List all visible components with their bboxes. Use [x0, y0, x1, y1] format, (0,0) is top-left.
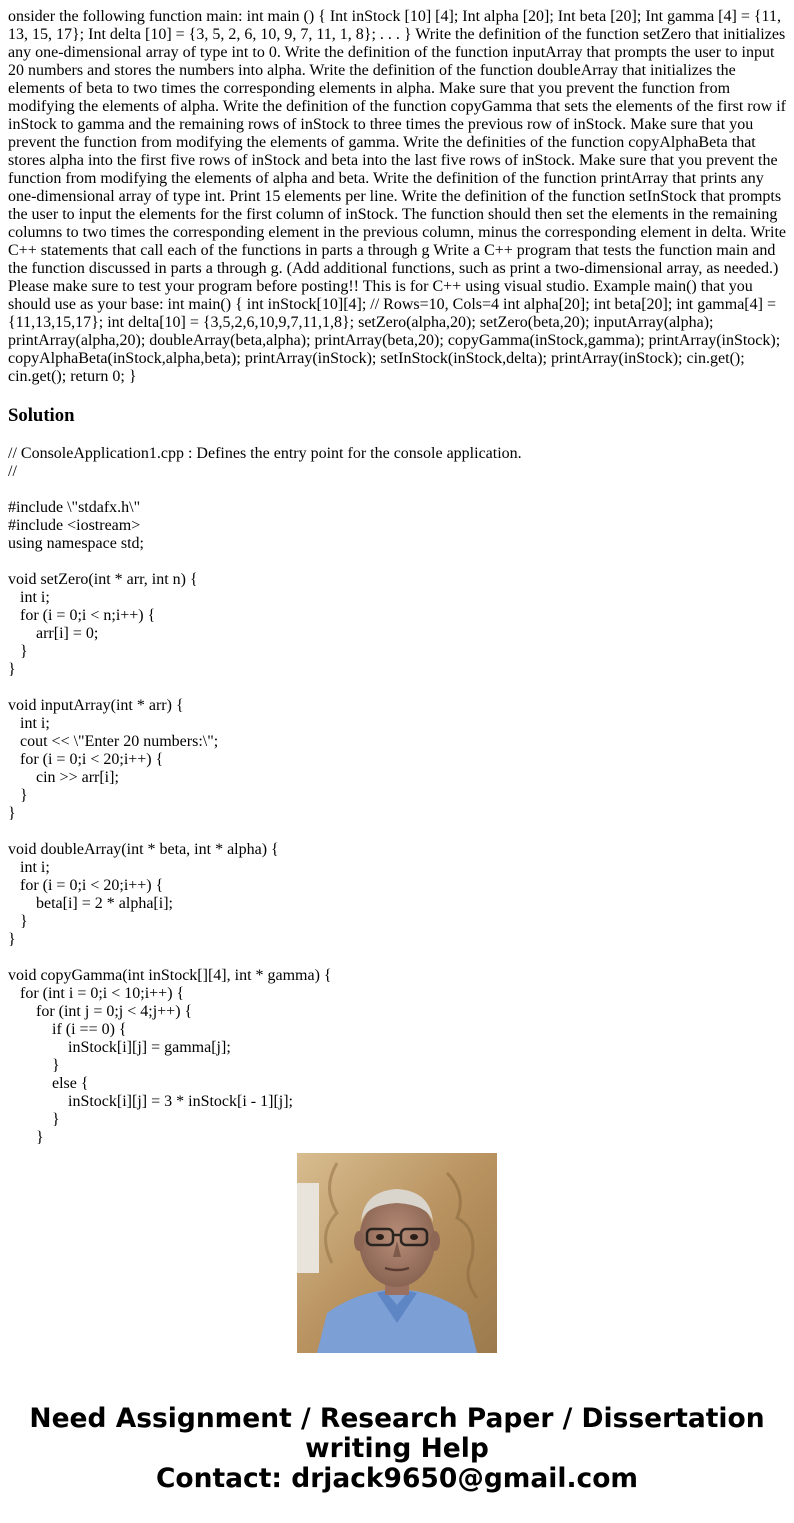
- code-line: int i;: [8, 715, 50, 732]
- code-line: [8, 823, 788, 841]
- code-line: }: [8, 1129, 44, 1146]
- code-line: [8, 949, 788, 967]
- code-line: int i;: [8, 859, 50, 876]
- code-line: inStock[i][j] = 3 * inStock[i - 1][j];: [8, 1093, 293, 1110]
- code-line: cout << \"Enter 20 numbers:\";: [8, 733, 219, 750]
- solution-code: [8, 445, 788, 1147]
- footer-contact: Contact: drjack9650@gmail.com: [155, 1463, 639, 1494]
- code-line: [8, 481, 788, 499]
- solution-heading: Solution: [8, 405, 75, 426]
- code-line: inStock[i][j] = gamma[j];: [8, 1039, 231, 1056]
- code-line: using namespace std;: [8, 535, 144, 552]
- code-line: [8, 679, 788, 697]
- code-line: if (i == 0) {: [8, 1021, 127, 1038]
- code-line: for (int i = 0;i < 10;i++) {: [8, 985, 185, 1002]
- code-line: }: [8, 1057, 60, 1074]
- code-line: [8, 553, 788, 571]
- code-line: #include \"stdafx.h\": [8, 499, 141, 516]
- code-line: cin >> arr[i];: [8, 769, 119, 786]
- page-content: [8, 8, 788, 1146]
- author-photo-icon: [297, 1153, 497, 1353]
- code-line: for (int j = 0;j < 4;j++) {: [8, 1003, 193, 1020]
- code-line: void doubleArray(int * beta, int * alpha) {: [8, 841, 279, 858]
- code-line: }: [8, 805, 16, 822]
- code-line: beta[i] = 2 * alpha[i];: [8, 895, 173, 912]
- footer-line-1: Need Assignment / Research Paper / Dissertation: [29, 1403, 765, 1434]
- code-line: // ConsoleApplication1.cpp : Defines the entry point for the console application.: [8, 445, 522, 462]
- code-line: for (i = 0;i < 20;i++) {: [8, 877, 164, 894]
- code-line: //: [8, 463, 17, 480]
- footer-banner: [0, 1404, 794, 1494]
- footer-line-2: writing Help: [305, 1433, 489, 1464]
- code-line: }: [8, 1111, 60, 1128]
- code-line: }: [8, 643, 28, 660]
- solution-code-block: [8, 445, 788, 1146]
- code-line: else {: [8, 1075, 89, 1092]
- code-line: for (i = 0;i < n;i++) {: [8, 607, 156, 624]
- code-line: int i;: [8, 589, 50, 606]
- code-line: for (i = 0;i < 20;i++) {: [8, 751, 164, 768]
- code-line: #include <iostream>: [8, 517, 141, 534]
- code-line: void inputArray(int * arr) {: [8, 697, 184, 714]
- author-avatar: [297, 1153, 497, 1353]
- code-line: }: [8, 787, 28, 804]
- code-line: }: [8, 913, 28, 930]
- code-line: }: [8, 931, 16, 948]
- code-line: void setZero(int * arr, int n) {: [8, 571, 198, 588]
- code-line: }: [8, 661, 16, 678]
- code-line: arr[i] = 0;: [8, 625, 99, 642]
- question-text: onsider the following function main: int main () { Int inStock [10] [4]; Int alpha [20]; Int beta [20]; Int gamma [4] = {11, 13, 15, 17}; Int delta [10] = {3, 5, 2, 6, 10, 9, 7, 11, 1, 8}; . . . } Write the definition of the function setZero that initializes any one-dimensional array of type int to 0. Write the definition of the function inputArray that prompts the user to input 20 numbers and stores the numbers into alpha. Write the definition of the function doubleArray that initializes the elements of beta to two times the corresponding elements in alpha. Make sure that you prevent the function from modifying the elements of alpha. Write the definition of the function copyGamma that sets the elements of the first row if inStock to gamma and the remaining rows of inStock to three times the previous row of inStock. Make sure that you prevent the function from modifying the elements of gamma. Write the definities of the function copyAlphaBeta that stores alpha into the first five rows of inStock and beta into the last five rows of inStock. Make sure that you prevent the function from modifying the elements of alpha and beta. Write the definition of the function printArray that prints any one-dimensional array of type int. Print 15 elements per line. Write the definition of the function setInStock that prompts the user to input the elements for the first column of inStock. The function should then set the elements in the remaining columns to two times the corresponding element in the previous column, minus the corresponding element in delta. Write C++ statements that call each of the functions in parts a through g Write a C++ program that tests the function main and the function discussed in parts a through g. (Add additional functions, such as print a two-dimensional array, as needed.) Please make sure to test your program before posting!! This is for C++ using visual studio. Example main() that you should use as your base: int main() { int inStock[10][4]; // Rows=10, Cols=4 int alpha[20]; int beta[20]; int gamma[4] = {11,13,15,17}; int delta[10] = {3,5,2,6,10,9,7,11,1,8}; setZero(alpha,20); setZero(beta,20); inputArray(alpha); printArray(alpha,20); doubleArray(beta,alpha); printArray(beta,20); copyGamma(inStock,gamma); printArray(inStock); copyAlphaBeta(inStock,alpha,beta); printArray(inStock); setInStock(inStock,delta); printArray(inStock); cin.get(); cin.get(); return 0; }: [8, 8, 786, 385]
- code-line: void copyGamma(int inStock[][4], int * gamma) {: [8, 967, 332, 984]
